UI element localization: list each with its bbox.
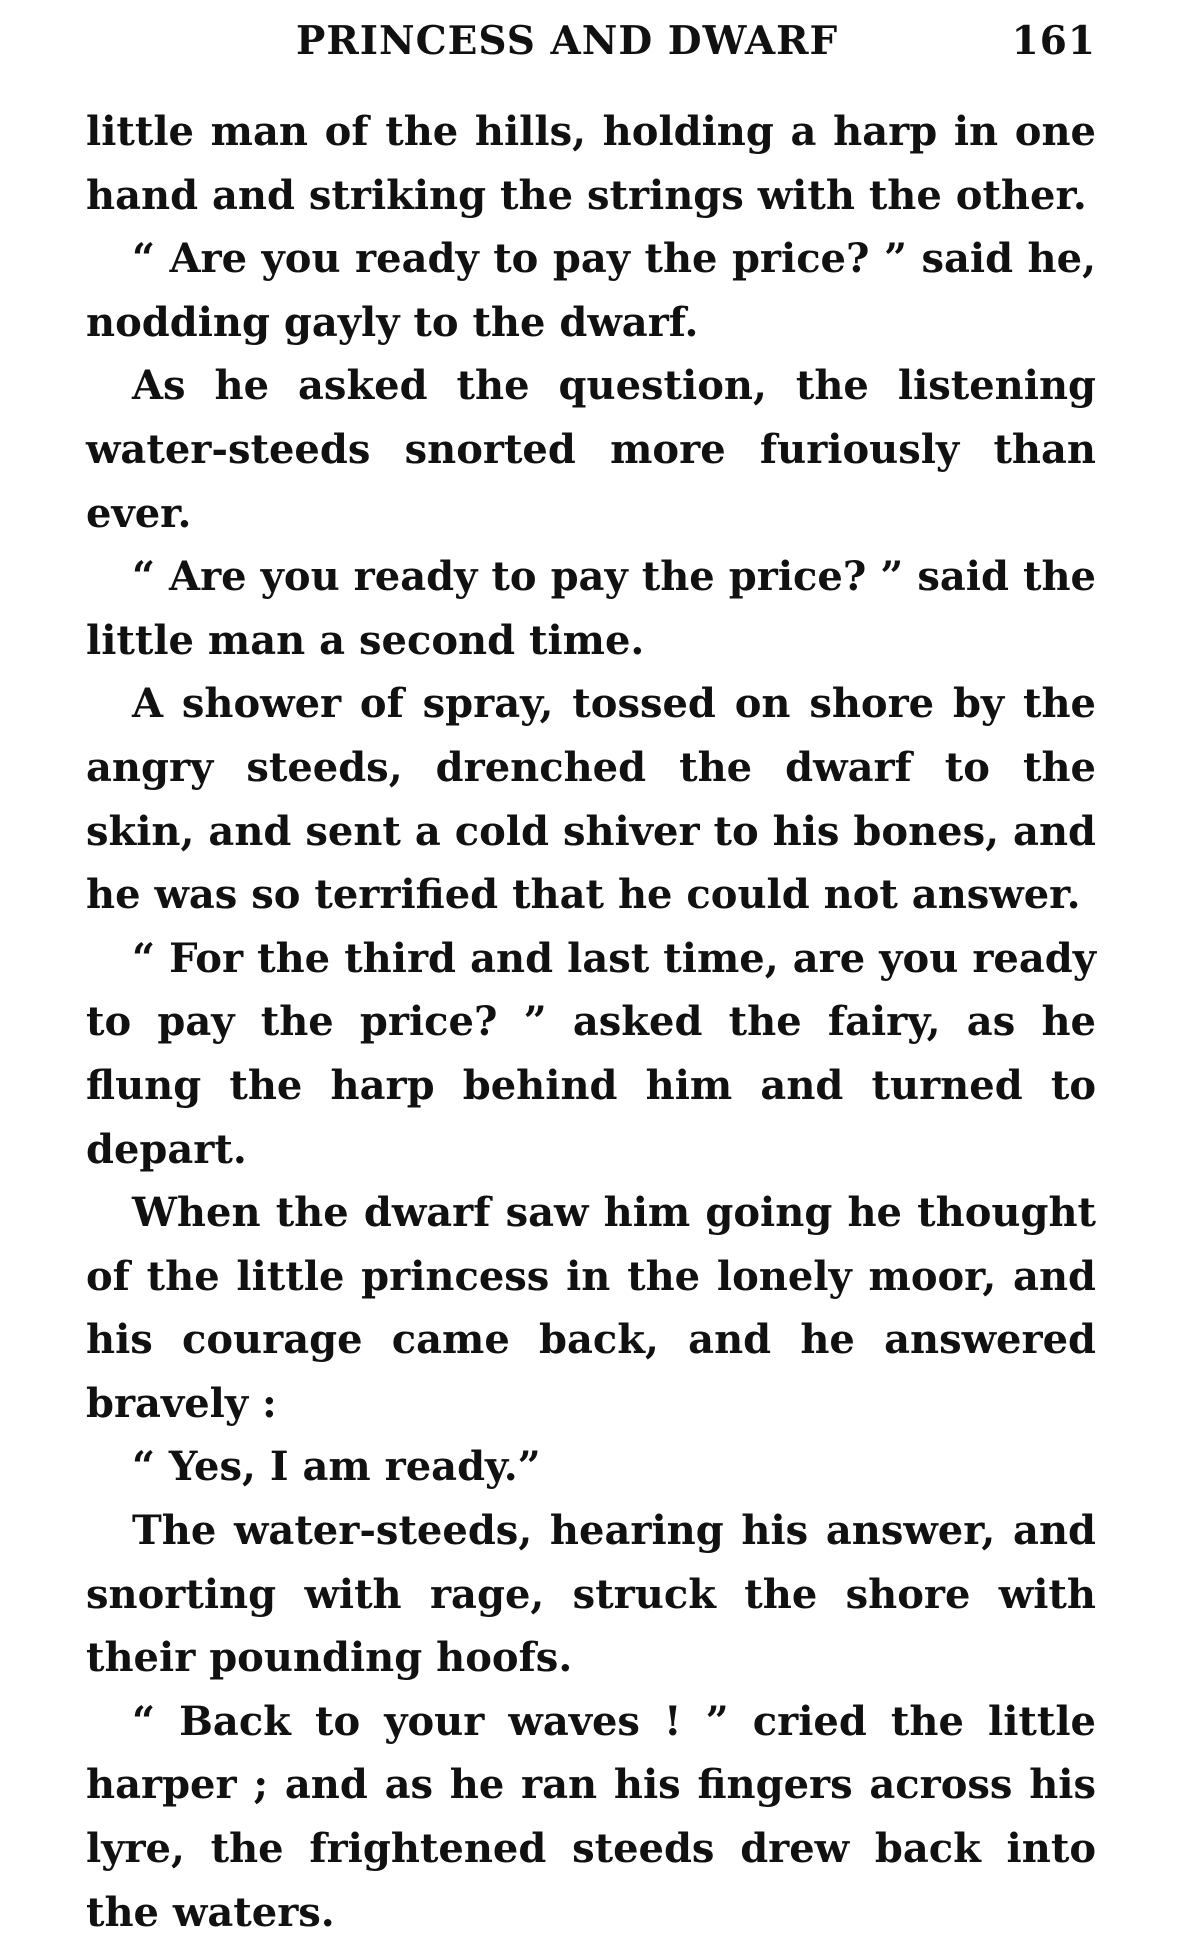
- running-title: PRINCESS AND DWARF: [296, 18, 839, 64]
- paragraph: “ Yes, I am ready.”: [132, 1443, 541, 1491]
- body-text: [86, 100, 1096, 1944]
- paragraph: “ Are you ready to pay the price? ” said the little man a second time.: [86, 553, 1096, 664]
- paragraph: When the dwarf saw him going he thought of the little princess in the lonely moor, and his courage came back, and he answered bravely :: [86, 1189, 1096, 1427]
- paragraph: “ Back to your waves ! ” cried the little harper ; and as he ran his fingers across his lyre, the frightened steeds drew back into the waters.: [86, 1697, 1096, 1936]
- page-number: 161: [1011, 18, 1096, 64]
- paragraph: “ Are you ready to pay the price? ” said he, nodding gayly to the dwarf.: [86, 235, 1096, 346]
- paragraph: “ For the third and last time, are you ready to pay the price? ” asked the fairy, as he flung the harp behind him and turned to depart.: [86, 934, 1096, 1173]
- paragraph: A shower of spray, tossed on shore by the angry steeds, drenched the dwarf to the skin, and sent a cold shiver to his bones, and he was so terrified that he could not answer.: [86, 680, 1096, 919]
- paragraph: The water-steeds, hearing his answer, and snorting with rage, struck the shore with their pounding hoofs.: [86, 1507, 1096, 1682]
- paragraph: As he asked the question, the listening water-steeds snorted more furiously than ever.: [86, 362, 1096, 537]
- running-head: [86, 18, 1096, 78]
- paragraph: little man of the hills, holding a harp in one hand and striking the strings with the other.: [86, 108, 1096, 219]
